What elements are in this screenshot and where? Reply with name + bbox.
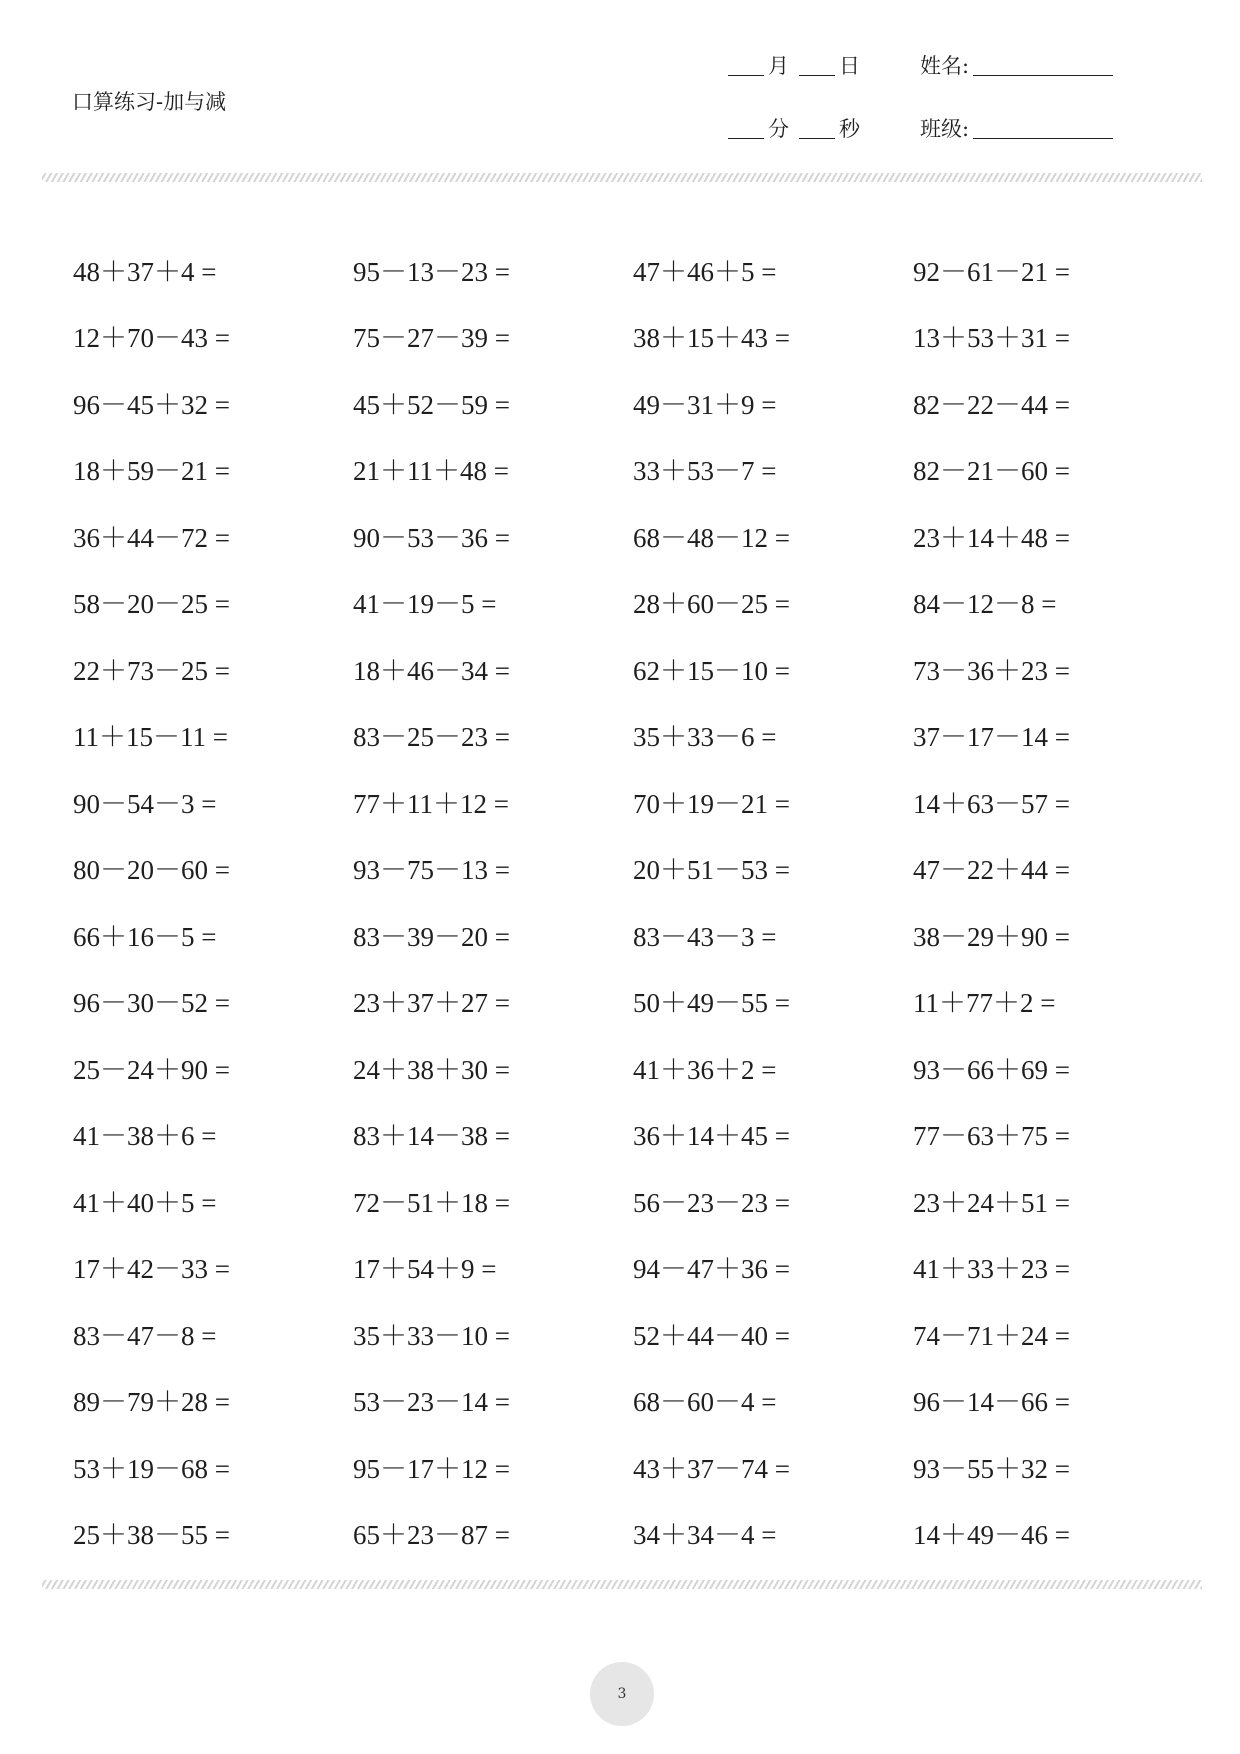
problem-item: 93－75－13 =	[353, 855, 510, 886]
problem-item: 47－22＋44 =	[913, 855, 1070, 886]
problem-item: 53＋19－68 =	[73, 1453, 230, 1484]
name-label: 姓名:	[920, 54, 970, 78]
problem-item: 84－12－8 =	[913, 589, 1057, 620]
problem-item: 53－23－14 =	[353, 1387, 510, 1418]
problem-row	[73, 1433, 1193, 1500]
problem-item: 83－39－20 =	[353, 921, 510, 952]
minute-label: 分	[768, 117, 789, 141]
problem-item: 21＋11＋48 =	[353, 456, 509, 487]
problem-item: 11＋15－11 =	[73, 722, 228, 753]
problem-item: 25－24＋90 =	[73, 1054, 230, 1085]
class-field	[920, 113, 1117, 143]
problem-item: 83＋14－38 =	[353, 1121, 510, 1152]
bottom-divider	[42, 1580, 1202, 1589]
problem-row	[73, 569, 1193, 636]
problem-item: 20＋51－53 =	[633, 855, 790, 886]
problem-row	[73, 968, 1193, 1035]
page-number-badge	[590, 1662, 654, 1726]
problem-item: 23＋37＋27 =	[353, 988, 510, 1019]
problem-item: 34＋34－4 =	[633, 1520, 777, 1551]
problem-row	[73, 1167, 1193, 1234]
problem-item: 43＋37－74 =	[633, 1453, 790, 1484]
problem-item: 90－53－36 =	[353, 522, 510, 553]
problem-item: 36＋14＋45 =	[633, 1121, 790, 1152]
problem-item: 25＋38－55 =	[73, 1520, 230, 1551]
problem-item: 35＋33－6 =	[633, 722, 777, 753]
problem-item: 23＋14＋48 =	[913, 522, 1070, 553]
problem-item: 96－14－66 =	[913, 1387, 1070, 1418]
problem-item: 48＋37＋4 =	[73, 256, 217, 287]
problem-item: 77－63＋75 =	[913, 1121, 1070, 1152]
problem-item: 49－31＋9 =	[633, 389, 777, 420]
problem-item: 93－66＋69 =	[913, 1054, 1070, 1085]
day-blank[interactable]	[799, 74, 835, 76]
problem-row	[73, 236, 1193, 303]
problem-item: 58－20－25 =	[73, 589, 230, 620]
problem-item: 17＋42－33 =	[73, 1254, 230, 1285]
top-divider	[42, 173, 1202, 182]
problem-item: 35＋33－10 =	[353, 1320, 510, 1351]
problem-item: 28＋60－25 =	[633, 589, 790, 620]
problem-item: 22＋73－25 =	[73, 655, 230, 686]
problem-row	[73, 1500, 1193, 1567]
page-number: 3	[617, 1686, 627, 1702]
problem-item: 17＋54＋9 =	[353, 1254, 497, 1285]
problem-item: 93－55＋32 =	[913, 1453, 1070, 1484]
problem-item: 33＋53－7 =	[633, 456, 777, 487]
problem-item: 96－30－52 =	[73, 988, 230, 1019]
second-blank[interactable]	[799, 137, 835, 139]
problem-item: 72－51＋18 =	[353, 1187, 510, 1218]
page-title: 口算练习-加与减	[72, 90, 227, 114]
problem-item: 23＋24＋51 =	[913, 1187, 1070, 1218]
problem-item: 83－43－3 =	[633, 921, 777, 952]
problem-item: 18＋46－34 =	[353, 655, 510, 686]
problem-item: 90－54－3 =	[73, 788, 217, 819]
problem-row	[73, 1101, 1193, 1168]
problem-grid	[73, 236, 1193, 1566]
problem-item: 80－20－60 =	[73, 855, 230, 886]
second-label: 秒	[839, 117, 860, 141]
date-fields	[724, 50, 860, 80]
problem-item: 24＋38＋30 =	[353, 1054, 510, 1085]
problem-item: 41－19－5 =	[353, 589, 497, 620]
problem-item: 83－25－23 =	[353, 722, 510, 753]
problem-item: 36＋44－72 =	[73, 522, 230, 553]
name-field	[920, 50, 1117, 80]
minute-blank[interactable]	[728, 137, 764, 139]
problem-item: 95－17＋12 =	[353, 1453, 510, 1484]
month-blank[interactable]	[728, 74, 764, 76]
problem-item: 11＋77＋2 =	[913, 988, 1056, 1019]
problem-item: 14＋63－57 =	[913, 788, 1070, 819]
problem-item: 94－47＋36 =	[633, 1254, 790, 1285]
problem-item: 73－36＋23 =	[913, 655, 1070, 686]
class-label: 班级:	[920, 117, 970, 141]
problem-row	[73, 502, 1193, 569]
problem-item: 12＋70－43 =	[73, 323, 230, 354]
problem-row	[73, 1034, 1193, 1101]
day-label: 日	[839, 54, 860, 78]
problem-item: 18＋59－21 =	[73, 456, 230, 487]
problem-item: 37－17－14 =	[913, 722, 1070, 753]
problem-item: 68－60－4 =	[633, 1387, 777, 1418]
problem-item: 41＋36＋2 =	[633, 1054, 777, 1085]
month-label: 月	[768, 54, 789, 78]
problem-item: 47＋46＋5 =	[633, 256, 777, 287]
problem-item: 52＋44－40 =	[633, 1320, 790, 1351]
problem-row	[73, 702, 1193, 769]
problem-row	[73, 369, 1193, 436]
problem-item: 77＋11＋12 =	[353, 788, 509, 819]
problem-item: 68－48－12 =	[633, 522, 790, 553]
time-fields	[724, 113, 860, 143]
class-blank[interactable]	[973, 137, 1113, 139]
problem-row	[73, 1300, 1193, 1367]
problem-item: 56－23－23 =	[633, 1187, 790, 1218]
problem-item: 41－38＋6 =	[73, 1121, 217, 1152]
problem-item: 83－47－8 =	[73, 1320, 217, 1351]
problem-row	[73, 303, 1193, 370]
problem-row	[73, 1367, 1193, 1434]
problem-item: 96－45＋32 =	[73, 389, 230, 420]
problem-item: 38－29＋90 =	[913, 921, 1070, 952]
problem-item: 14＋49－46 =	[913, 1520, 1070, 1551]
problem-row	[73, 835, 1193, 902]
problem-row	[73, 901, 1193, 968]
problem-item: 38＋15＋43 =	[633, 323, 790, 354]
problem-item: 92－61－21 =	[913, 256, 1070, 287]
problem-item: 66＋16－5 =	[73, 921, 217, 952]
problem-item: 50＋49－55 =	[633, 988, 790, 1019]
problem-item: 65＋23－87 =	[353, 1520, 510, 1551]
problem-row	[73, 436, 1193, 503]
problem-item: 74－71＋24 =	[913, 1320, 1070, 1351]
problem-item: 41＋40＋5 =	[73, 1187, 217, 1218]
problem-item: 75－27－39 =	[353, 323, 510, 354]
problem-item: 45＋52－59 =	[353, 389, 510, 420]
problem-item: 13＋53＋31 =	[913, 323, 1070, 354]
problem-row	[73, 768, 1193, 835]
problem-item: 89－79＋28 =	[73, 1387, 230, 1418]
problem-item: 82－22－44 =	[913, 389, 1070, 420]
problem-item: 41＋33＋23 =	[913, 1254, 1070, 1285]
problem-item: 82－21－60 =	[913, 456, 1070, 487]
problem-item: 95－13－23 =	[353, 256, 510, 287]
problem-item: 70＋19－21 =	[633, 788, 790, 819]
problem-row	[73, 1234, 1193, 1301]
problem-item: 62＋15－10 =	[633, 655, 790, 686]
name-blank[interactable]	[973, 74, 1113, 76]
problem-row	[73, 635, 1193, 702]
